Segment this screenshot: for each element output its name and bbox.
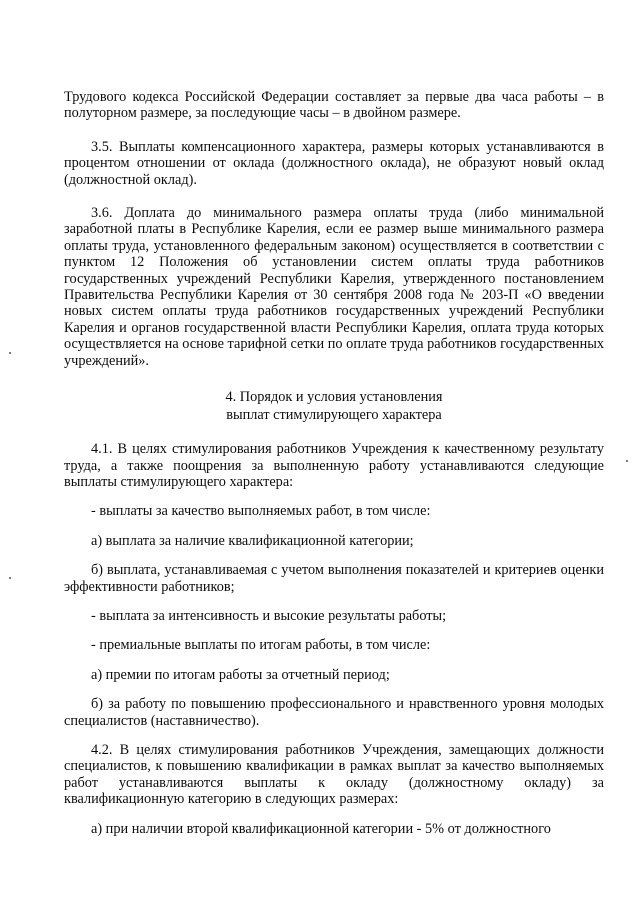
scan-speck	[626, 460, 628, 462]
scan-speck	[9, 577, 11, 579]
list-item-intensity: - выплата за интенсивность и высокие результаты работы;	[91, 607, 447, 624]
section-heading	[64, 388, 604, 424]
paragraph-3-5: 3.5. Выплаты компенсационного характера, размеры которых устанавливаются в процентом отношении от оклада (должностного оклада), не образуют новый оклад (должностной оклад).	[64, 138, 604, 188]
list-item-4-2-a: а) при наличии второй квалификационной категории - 5% от должностного	[91, 820, 551, 837]
document-body	[64, 89, 604, 837]
section-heading-line-2: выплат стимулирующего характера	[226, 407, 442, 424]
section-heading-line-1: 4. Порядок и условия установления	[225, 389, 443, 406]
list-item-bonus-b: б) за работу по повышению профессионального и нравственного уровня молодых специалистов (наставничество).	[64, 696, 604, 729]
paragraph-4-2: 4.2. В целях стимулирования работников Учреждения, замещающих должности специалистов, к повышению квалификации в рамках выплат за качество выполняемых работ устанавливаются выплаты к окладу (должностному окладу) за квалификационную категорию в следующих размерах:	[64, 741, 604, 808]
list-item-quality-b: б) выплата, устанавливаемая с учетом выполнения показателей и критериев оценки эффективности работников;	[64, 562, 604, 595]
list-item-bonus-a: а) премии по итогам работы за отчетный период;	[91, 666, 390, 683]
lead-paragraph: Трудового кодекса Российской Федерации составляет за первые два часа работы – в полуторном размере, за последующие часы – в двойном размере.	[64, 89, 604, 122]
scan-speck	[9, 352, 11, 354]
paragraph-4-1: 4.1. В целях стимулирования работников Учреждения к качественному результату труда, а также поощрения за выполненную работу устанавливаются следующие выплаты стимулирующего характера:	[64, 441, 604, 490]
paragraph-3-6: 3.6. Доплата до минимального размера оплаты труда (либо минимальной заработной платы в Республике Карелия, если ее размер выше минимального размера оплаты труда, установленного федеральным законом) осуществляется в соответствии с пунктом 12 Положения об установлении систем оплаты труда работников государственных учреждений Республики Карелия, утвержденного постановлением Правительства Республики Карелия от 30 сентября 2008 года № 203-П «О введении новых систем оплаты труда работников государственных учреждений Республики Карелия и органов государственной власти Республики Карелия, оплата труда которых осуществляется на основе тарифной сетки по оплате труда работников государственных учреждений».	[64, 205, 604, 369]
list-item-quality: - выплаты за качество выполняемых работ, в том числе:	[91, 503, 431, 520]
list-item-bonus: - премиальные выплаты по итогам работы, в том числе:	[91, 637, 431, 654]
list-item-quality-a: а) выплата за наличие квалификационной категории;	[91, 532, 414, 549]
